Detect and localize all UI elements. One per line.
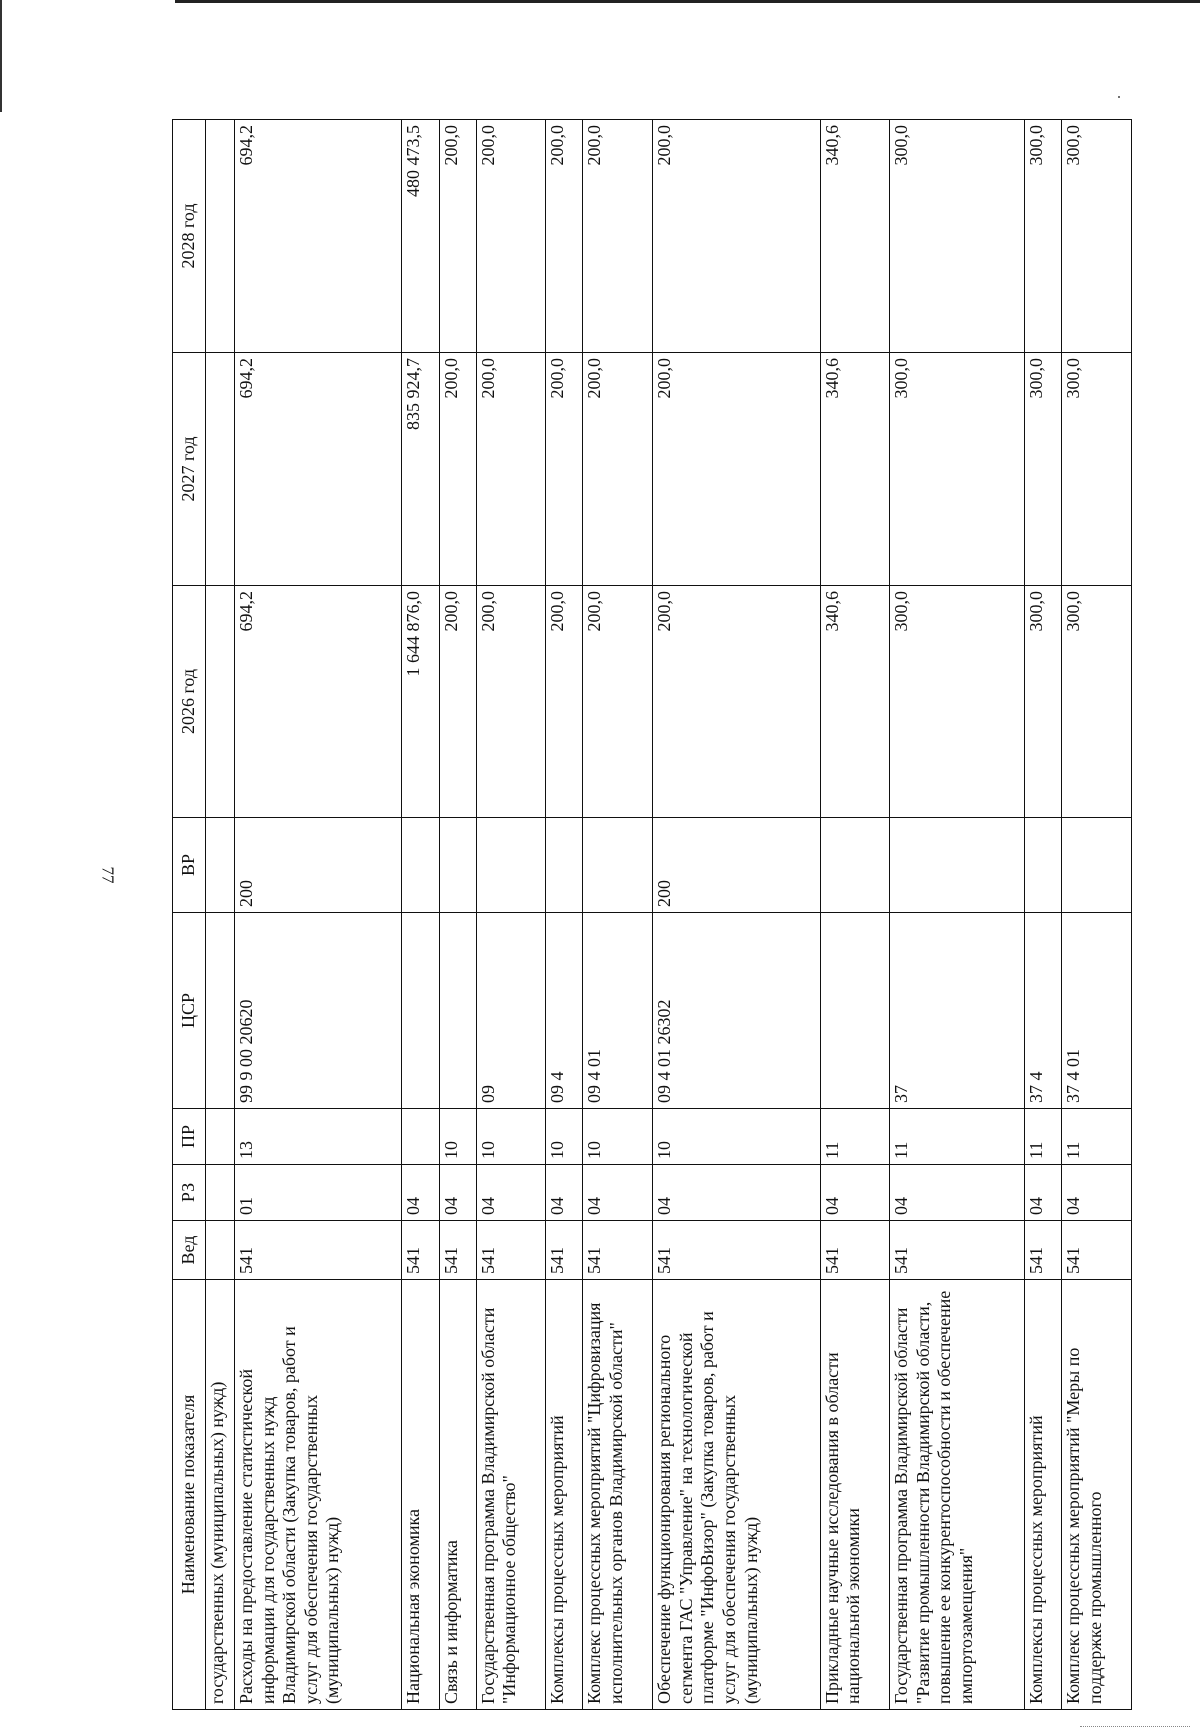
cell-name: Обеспечение функционирования регионального сегмента ГАС "Управление" на технологической платформе "ИнфоВизор" (Закупка товаров, работ и услуг для обеспечения государственных (муниципальных) нужд)	[653, 1280, 820, 1710]
cell-pr: 11	[820, 1109, 890, 1165]
rotated-table-container	[172, 120, 1132, 1710]
cell-pr: 10	[476, 1109, 546, 1165]
left-edge-rule	[0, 0, 2, 112]
cell-ved: 541	[439, 1221, 476, 1280]
header-pr: ПР	[173, 1109, 206, 1165]
cell-rz: 04	[402, 1165, 439, 1221]
cell-pr: 11	[890, 1109, 1025, 1165]
cell-csr: 99 9 00 20620	[235, 913, 402, 1109]
cell-vr	[1025, 818, 1062, 913]
header-vr: ВР	[173, 818, 206, 913]
cell-pr: 10	[546, 1109, 583, 1165]
cell-2026: 200,0	[653, 586, 820, 818]
cell-2027: 300,0	[1062, 353, 1132, 586]
cell-2028: 200,0	[439, 120, 476, 353]
cell-2026: 200,0	[476, 586, 546, 818]
cell-2027: 835 924,7	[402, 353, 439, 586]
cell-csr: 09	[476, 913, 546, 1109]
cell-2028: 200,0	[653, 120, 820, 353]
cell-ved: 541	[235, 1221, 402, 1280]
header-ved: Вед	[173, 1221, 206, 1280]
cell-ved: 541	[583, 1221, 653, 1280]
cell-2028: 200,0	[476, 120, 546, 353]
cell-ved: 541	[476, 1221, 546, 1280]
header-2028: 2028 год	[173, 120, 206, 353]
cell-2026: 340,6	[820, 586, 890, 818]
cell-2027: 200,0	[653, 353, 820, 586]
cell-2028: 340,6	[820, 120, 890, 353]
cell-2028: 480 473,5	[402, 120, 439, 353]
cell-csr	[820, 913, 890, 1109]
cell-2026: 694,2	[235, 586, 402, 818]
cell-csr: 37 4 01	[1062, 913, 1132, 1109]
cell-rz: 04	[546, 1165, 583, 1221]
cell-name: Государственная программа Владимирской области "Развитие промышленности Владимирской области, повышение ее конкурентоспособности и обеспечение импортозамещения"	[890, 1280, 1025, 1710]
cell-2027: 200,0	[583, 353, 653, 586]
cell-pr: 10	[653, 1109, 820, 1165]
table-row	[653, 120, 820, 1710]
cell-2026: 200,0	[546, 586, 583, 818]
table-row	[402, 120, 439, 1710]
cell-rz: 04	[820, 1165, 890, 1221]
cell-ved: 541	[1025, 1221, 1062, 1280]
cell-2027: 300,0	[1025, 353, 1062, 586]
table-row	[1025, 120, 1062, 1710]
cell-name: Прикладные научные исследования в области национальной экономики	[820, 1280, 890, 1710]
cell-vr	[476, 818, 546, 913]
cell-ved: 541	[820, 1221, 890, 1280]
top-edge-rule	[175, 0, 1200, 3]
cell-rz: 04	[1025, 1165, 1062, 1221]
cell-csr: 09 4 01 26302	[653, 913, 820, 1109]
cell-csr: 09 4 01	[583, 913, 653, 1109]
bottom-edge-marks	[1080, 1726, 1190, 1729]
cell-csr: 37 4	[1025, 913, 1062, 1109]
cell-2027: 340,6	[820, 353, 890, 586]
table-row	[890, 120, 1025, 1710]
cell-2027	[206, 353, 235, 586]
cell-pr: 10	[583, 1109, 653, 1165]
cell-2027: 200,0	[546, 353, 583, 586]
table-row	[1062, 120, 1132, 1710]
cell-2028: 200,0	[583, 120, 653, 353]
table-row	[820, 120, 890, 1710]
cell-pr: 11	[1062, 1109, 1132, 1165]
cell-rz: 04	[1062, 1165, 1132, 1221]
cell-2026: 300,0	[890, 586, 1025, 818]
cell-vr	[1062, 818, 1132, 913]
cell-rz: 01	[235, 1165, 402, 1221]
cell-vr	[820, 818, 890, 913]
cell-name: Национальная экономика	[402, 1280, 439, 1710]
cell-vr	[206, 818, 235, 913]
cell-ved	[206, 1221, 235, 1280]
cell-pr: 11	[1025, 1109, 1062, 1165]
cell-2026	[206, 586, 235, 818]
cell-vr	[546, 818, 583, 913]
cell-ved: 541	[890, 1221, 1025, 1280]
header-2026: 2026 год	[173, 586, 206, 818]
table-row	[235, 120, 402, 1710]
cell-pr	[402, 1109, 439, 1165]
header-rz: РЗ	[173, 1165, 206, 1221]
header-2027: 2027 год	[173, 353, 206, 586]
cell-vr	[890, 818, 1025, 913]
cell-csr	[439, 913, 476, 1109]
cell-vr	[439, 818, 476, 913]
cell-csr: 09 4	[546, 913, 583, 1109]
cell-csr: 37	[890, 913, 1025, 1109]
cell-rz: 04	[653, 1165, 820, 1221]
cell-2026: 200,0	[439, 586, 476, 818]
table-row	[476, 120, 546, 1710]
cell-name: Государственная программа Владимирской области "Информационное общество"	[476, 1280, 546, 1710]
cell-2028: 300,0	[1025, 120, 1062, 353]
cell-2026: 200,0	[583, 586, 653, 818]
cell-pr: 10	[439, 1109, 476, 1165]
cell-2027: 300,0	[890, 353, 1025, 586]
cell-name: Комплекс процессных мероприятий "Меры по поддержке промышленного	[1062, 1280, 1132, 1710]
cell-pr: 13	[235, 1109, 402, 1165]
cell-vr: 200	[653, 818, 820, 913]
cell-2028: 200,0	[546, 120, 583, 353]
cell-name: Комплекс процессных мероприятий "Цифровизация исполнительных органов Владимирской области"	[583, 1280, 653, 1710]
cell-vr	[583, 818, 653, 913]
cell-2026: 300,0	[1025, 586, 1062, 818]
cell-rz: 04	[476, 1165, 546, 1221]
header-csr: ЦСР	[173, 913, 206, 1109]
budget-table	[172, 119, 1132, 1710]
cell-2028: 300,0	[1062, 120, 1132, 353]
table-row	[546, 120, 583, 1710]
cell-name: Связь и информатика	[439, 1280, 476, 1710]
cell-name: Комплексы процессных мероприятий	[1025, 1280, 1062, 1710]
cell-vr	[402, 818, 439, 913]
cell-2027: 200,0	[476, 353, 546, 586]
cell-csr	[206, 913, 235, 1109]
cell-2028: 300,0	[890, 120, 1025, 353]
page-number	[93, 861, 121, 889]
cell-rz	[206, 1165, 235, 1221]
cell-2028	[206, 120, 235, 353]
cell-2026: 1 644 876,0	[402, 586, 439, 818]
cell-vr: 200	[235, 818, 402, 913]
cell-ved: 541	[1062, 1221, 1132, 1280]
cell-2026: 300,0	[1062, 586, 1132, 818]
table-header-row	[173, 120, 206, 1710]
table-row	[583, 120, 653, 1710]
header-name: Наименование показателя	[173, 1280, 206, 1710]
page-number-text: 77	[98, 866, 117, 884]
cell-ved: 541	[402, 1221, 439, 1280]
cell-2028: 694,2	[235, 120, 402, 353]
table-row	[206, 120, 235, 1710]
cell-2027: 694,2	[235, 353, 402, 586]
cell-rz: 04	[583, 1165, 653, 1221]
table-row	[439, 120, 476, 1710]
cell-rz: 04	[890, 1165, 1025, 1221]
cell-2027: 200,0	[439, 353, 476, 586]
cell-name: Расходы на предоставление статистической информации для государственных нужд Владимирской области (Закупка товаров, работ и услуг для обеспечения государственных (муниципальных) нужд)	[235, 1280, 402, 1710]
cell-name: Комплексы процессных мероприятий	[546, 1280, 583, 1710]
cell-ved: 541	[546, 1221, 583, 1280]
scan-speck	[1118, 96, 1120, 98]
cell-ved: 541	[653, 1221, 820, 1280]
cell-pr	[206, 1109, 235, 1165]
cell-name: государственных (муниципальных) нужд)	[206, 1280, 235, 1710]
cell-csr	[402, 913, 439, 1109]
cell-rz: 04	[439, 1165, 476, 1221]
